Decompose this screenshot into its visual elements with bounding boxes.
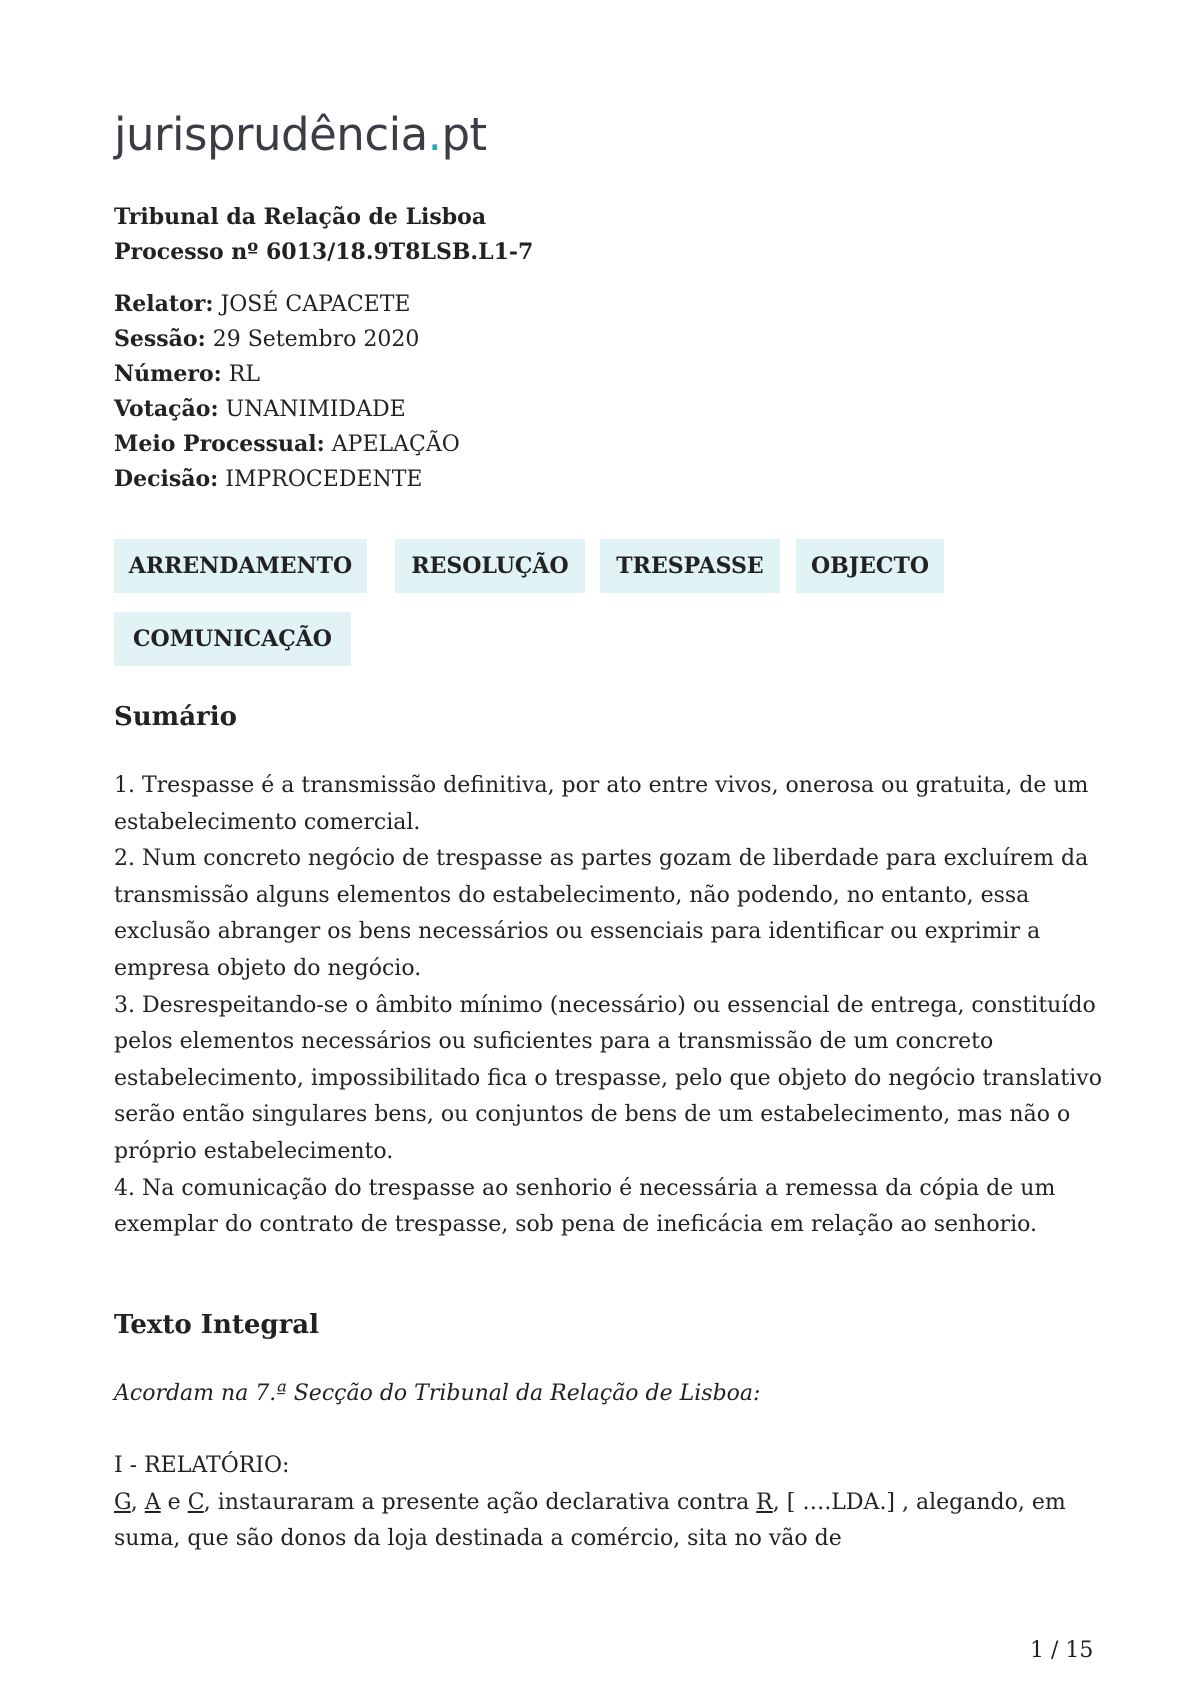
process-number: Processo nº 6013/18.9T8LSB.L1-7 (114, 239, 534, 265)
tag-objecto[interactable]: OBJECTO (796, 539, 944, 593)
party-a: A (144, 1489, 161, 1515)
acordam-line: Acordam na 7.ª Secção do Tribunal da Relação de Lisboa: (114, 1381, 761, 1406)
tag-arrendamento[interactable]: ARRENDAMENTO (114, 539, 367, 593)
site-logo[interactable] (114, 108, 487, 161)
relatorio-title: I - RELATÓRIO: (114, 1453, 290, 1478)
party-c: C (187, 1489, 204, 1515)
sumario-item: 4. Na comunicação do trespasse ao senhorio é necessária a remessa da cópia de um exemplar do contrato de trespasse, sob pena de ineficácia em relação ao senhorio. (114, 1175, 1056, 1238)
logo-text: jurisprudência (114, 108, 428, 161)
meta-decisao: Decisão: IMPROCEDENTE (114, 466, 423, 492)
court-name: Tribunal da Relação de Lisboa (114, 204, 487, 230)
meta-relator: Relator: JOSÉ CAPACETE (114, 291, 411, 317)
case-metadata (114, 287, 460, 497)
sumario-item: 1. Trespasse é a transmissão definitiva, por ato entre vivos, onerosa ou gratuita, de um estabelecimento comercial. (114, 773, 1089, 835)
page-indicator: 1 / 15 (1030, 1638, 1094, 1663)
sumario-heading: Sumário (114, 702, 237, 732)
sumario-item: 2. Num concreto negócio de trespasse as partes gozam de liberdade para excluírem da transmissão alguns elementos do estabelecimento, não podendo, no entanto, essa exclusão abranger os bens necessários ou essenciais para identificar ou exprimir a empresa objeto do negócio. (114, 846, 1089, 981)
texto-integral-heading: Texto Integral (114, 1310, 320, 1340)
logo-dot: . (427, 108, 442, 161)
logo-tld: pt (441, 108, 487, 161)
meta-numero: Número: RL (114, 361, 260, 387)
relatorio-section (114, 1448, 1114, 1558)
meta-meio-processual: Meio Processual: APELAÇÃO (114, 431, 460, 457)
meta-sessao: Sessão: 29 Setembro 2020 (114, 326, 420, 352)
party-g: G (114, 1489, 131, 1515)
sumario-text (114, 768, 1114, 1244)
tag-trespasse[interactable]: TRESPASSE (600, 539, 780, 593)
relatorio-paragraph: G, A e C, instauraram a presente ação declarativa contra R, [ ….LDA.] , alegando, em suma, que são donos da loja destinada a comércio, sita no vão de (114, 1489, 1066, 1552)
tag-resolucao[interactable]: RESOLUÇÃO (395, 539, 585, 593)
meta-votacao: Votação: UNANIMIDADE (114, 396, 406, 422)
case-header (114, 200, 533, 270)
sumario-item: 3. Desrespeitando-se o âmbito mínimo (necessário) ou essencial de entrega, constituído pelos elementos necessários ou suficientes para a transmissão de um concreto estabelecimento, impossibilitado fica o trespasse, pelo que objeto do negócio translativo serão então singulares bens, ou conjuntos de bens de um estabelecimento, mas não o próprio estabelecimento. (114, 992, 1102, 1164)
party-r: R (756, 1489, 773, 1515)
tag-comunicacao[interactable]: COMUNICAÇÃO (114, 612, 351, 666)
